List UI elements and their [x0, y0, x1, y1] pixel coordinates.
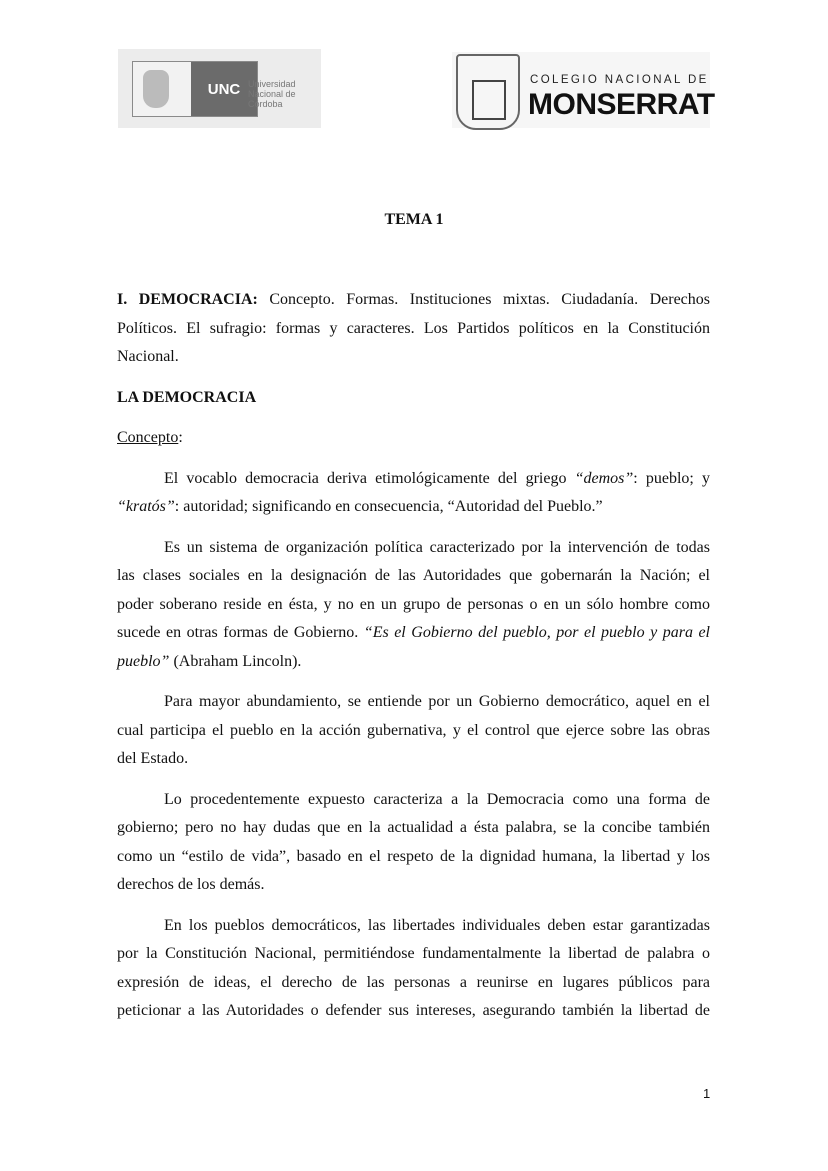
unc-logo-box	[132, 61, 258, 117]
section-heading: LA DEMOCRACIA	[117, 388, 257, 406]
unc-name: Universidad Nacional de Córdoba	[248, 79, 296, 109]
monserrat-line2: MONSERRAT	[528, 88, 715, 121]
text: “kratós”	[117, 498, 175, 515]
quote: “Es el Gobierno del pueblo, por el pueblo y para el	[363, 624, 710, 641]
text: : pueblo; y	[633, 469, 710, 487]
text: “demos”	[574, 469, 634, 487]
page-title: TEMA 1	[384, 211, 444, 228]
unc-logo	[118, 49, 321, 128]
text: sucede en otras formas de Gobierno.	[117, 624, 364, 641]
text-line: Es un sistema de organización política caracterizado por la intervención de todas	[164, 538, 710, 556]
text-line: Nacional.	[117, 348, 179, 365]
text-line: del Estado.	[117, 750, 189, 767]
unc-crest-icon	[143, 70, 169, 108]
text-line: las clases sociales en la designación de las Autoridades que gobernarán la Nación; el	[117, 567, 710, 584]
paragraph-1	[117, 465, 710, 522]
intro-bold: I. DEMOCRACIA:	[117, 291, 258, 308]
text-line: Para mayor abundamiento, se entiende por un Gobierno democrático, aquel en el	[164, 693, 710, 710]
unc-abbr: UNC	[191, 62, 257, 116]
monserrat-crest-icon	[456, 54, 520, 130]
document-body	[117, 286, 710, 1038]
text-line: Lo procedentemente expuesto caracteriza a la Democracia como una forma de	[164, 790, 710, 808]
paragraph-4	[117, 786, 710, 900]
paragraph-3	[117, 688, 710, 774]
text: El vocablo democracia deriva etimológicamente del griego	[164, 469, 575, 487]
intro-paragraph	[117, 286, 710, 372]
monserrat-line1: COLEGIO NACIONAL DE	[530, 74, 709, 86]
colon: :	[178, 429, 183, 446]
text-line: cual participa el pueblo en la acción gubernativa, y el control que ejerce sobre las obras	[117, 721, 710, 739]
text-line: como un “estilo de vida”, basado en el respeto de la dignidad humana, la libertad y los	[117, 847, 710, 865]
text-line: poder soberano reside en ésta, y no en un grupo de personas o en un sólo hombre como	[117, 595, 710, 613]
subheading	[117, 424, 710, 453]
monserrat-logo	[452, 52, 715, 128]
text-line: En los pueblos democráticos, las libertades individuales deben estar garantizadas	[164, 916, 710, 934]
subheading-text: Concepto	[117, 429, 179, 446]
page-number: 1	[703, 1086, 711, 1101]
text-line: expresión de ideas, el derecho de las personas a reunirse en lugares públicos para	[117, 973, 710, 991]
paragraph-5	[117, 912, 710, 1026]
text-line: por la Constitución Nacional, permitiéndose fundamentalmente la libertad de palabra o	[117, 945, 710, 962]
text-line: Políticos. El sufragio: formas y caracteres. Los Partidos políticos en la Constitución	[117, 319, 710, 337]
quote: pueblo”	[117, 652, 170, 670]
paragraph-2	[117, 534, 710, 677]
text-line: peticionar a las Autoridades o defender sus intereses, asegurando también la libertad de	[117, 1002, 710, 1019]
text-line: gobierno; pero no hay dudas que en la actualidad a ésta palabra, se la concibe también	[117, 819, 710, 836]
text: : autoridad; significando en consecuencia, “Autoridad del Pueblo.”	[174, 498, 603, 515]
text: (Abraham Lincoln).	[169, 652, 302, 670]
text-line: derechos de los demás.	[117, 876, 265, 893]
text-line: Concepto. Formas. Instituciones mixtas. Ciudadanía. Derechos	[257, 291, 710, 308]
